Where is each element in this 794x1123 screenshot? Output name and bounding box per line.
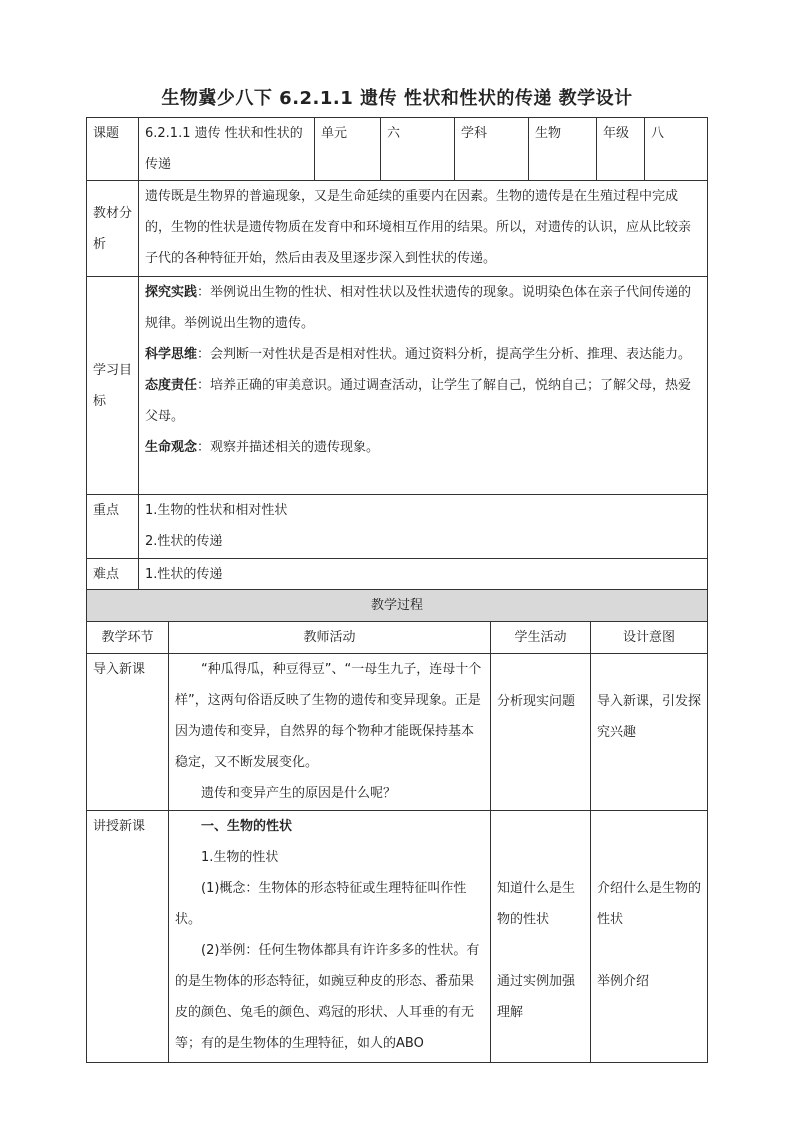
col-header: 教学环节 <box>87 622 169 654</box>
intent-para: 导入新课，引发探究兴趣 <box>597 694 702 740</box>
keypoint-item: 2.性状的传递 <box>145 534 223 549</box>
goal-text: 举例说出生物的性状、相对性状以及性状遗传的现象。说明染色体在亲子代间传递的规律。举例说出生物的遗传。 <box>145 285 692 331</box>
goal-text: 会判断一对性状是否是相对性状。通过资料分析，提高学生分析、推理、表达能力。 <box>210 347 692 362</box>
keypoints-label: 重点 <box>87 495 139 559</box>
teacher-para: (2)举例：任何生物体都具有许许多多的性状。有的是生物体的形态特征，如豌豆种皮的形态、番茄果皮的颜色、兔毛的颜色、鸡冠的形状、人耳垂的有无等；有的是生物体的生理特征，如人的ABO <box>175 943 480 1051</box>
col-header: 学生活动 <box>491 622 591 654</box>
goal-head: 探究实践 <box>145 285 198 300</box>
intent-cell <box>591 811 708 1063</box>
difficulty-label: 难点 <box>87 559 139 591</box>
student-cell <box>491 811 591 1063</box>
process-header-row <box>87 590 708 622</box>
col-header: 教师活动 <box>169 622 491 654</box>
student-para: 知道什么是生物的性状 <box>497 881 576 927</box>
teacher-cell <box>169 654 491 811</box>
goal-head: 态度责任 <box>145 378 198 393</box>
student-para: 分析现实问题 <box>497 694 576 709</box>
keypoint-item: 1.生物的性状和相对性状 <box>145 503 288 518</box>
process-cols-row <box>87 622 708 654</box>
goal-text: 培养正确的审美意识。通过调查活动，让学生了解自己，悦纳自己；了解父母，热爱父母。 <box>145 378 692 424</box>
goal-item: 生命观念：观察并描述相关的遗传现象。 <box>145 440 380 455</box>
goal-item: 科学思维：会判断一对性状是否是相对性状。通过资料分析，提高学生分析、推理、表达能力。 <box>145 347 692 362</box>
analysis-label: 教材分析 <box>87 181 139 277</box>
difficulty-item: 1.性状的传递 <box>145 567 223 582</box>
stage-cell: 导入新课 <box>87 654 169 811</box>
col-header: 设计意图 <box>591 622 708 654</box>
student-cell <box>491 654 591 811</box>
teacher-cell <box>169 811 491 1063</box>
goal-head: 科学思维 <box>145 347 198 362</box>
keypoints-cell <box>139 495 708 559</box>
page-title: 生物冀少八下 6.2.1.1 遗传 性状和性状的传递 教学设计 <box>161 88 633 109</box>
goals-label: 学习目标 <box>87 277 139 495</box>
intent-para: 介绍什么是生物的性状 <box>597 881 702 927</box>
teacher-para: 一、生物的性状 <box>201 819 293 834</box>
grade-label: 年级 <box>597 118 645 181</box>
stage-cell: 讲授新课 <box>87 811 169 1063</box>
info-table <box>86 117 708 591</box>
goal-item: 探究实践：举例说出生物的性状、相对性状以及性状遗传的现象。说明染色体在亲子代间传递的规律。举例说出生物的遗传。 <box>145 285 692 331</box>
unit-label: 单元 <box>315 118 381 181</box>
goal-text: 观察并描述相关的遗传现象。 <box>210 440 380 455</box>
topic-label: 课题 <box>87 118 139 181</box>
teacher-para: “种瓜得瓜，种豆得豆”、“一母生九子，连母十个样”，这两句俗语反映了生物的遗传和变异现象。正是因为遗传和变异，自然界的每个物种才能既保持基本稳定，又不断发展变化。 <box>175 662 482 770</box>
difficulty-cell <box>139 559 708 591</box>
unit-value: 六 <box>381 118 455 181</box>
subject-label: 学科 <box>455 118 529 181</box>
grade-value: 八 <box>645 118 708 181</box>
teacher-para: 1.生物的性状 <box>201 850 279 865</box>
analysis-text: 遗传既是生物界的普遍现象，又是生命延续的重要内在因素。生物的遗传是在生殖过程中完成的，生物的性状是遗传物质在发育中和环境相互作用的结果。所以，对遗传的认识，应从比较亲子代的各种特征开始，然后由表及里逐步深入到性状的传递。 <box>139 181 708 277</box>
goals-cell <box>139 277 708 495</box>
goal-item: 态度责任：培养正确的审美意识。通过调查活动，让学生了解自己，悦纳自己；了解父母，热爱父母。 <box>145 378 692 424</box>
teacher-para: 遗传和变异产生的原因是什么呢？ <box>201 786 397 801</box>
process-row <box>87 811 708 1063</box>
goals-row <box>87 277 708 495</box>
subject-value: 生物 <box>529 118 597 181</box>
process-row <box>87 654 708 811</box>
process-table <box>86 589 708 1063</box>
analysis-row <box>87 181 708 277</box>
student-para: 通过实例加强理解 <box>497 974 576 1020</box>
topic-value: 6.2.1.1 遗传 性状和性状的传递 <box>139 118 315 181</box>
intent-cell <box>591 654 708 811</box>
goal-head: 生命观念 <box>145 440 198 455</box>
intent-para: 举例介绍 <box>597 974 650 989</box>
info-row <box>87 118 708 181</box>
difficulty-row <box>87 559 708 591</box>
process-header: 教学过程 <box>87 590 708 622</box>
keypoints-row <box>87 495 708 559</box>
teacher-para: (1)概念：生物体的形态特征或生理特征叫作性状。 <box>175 881 467 927</box>
